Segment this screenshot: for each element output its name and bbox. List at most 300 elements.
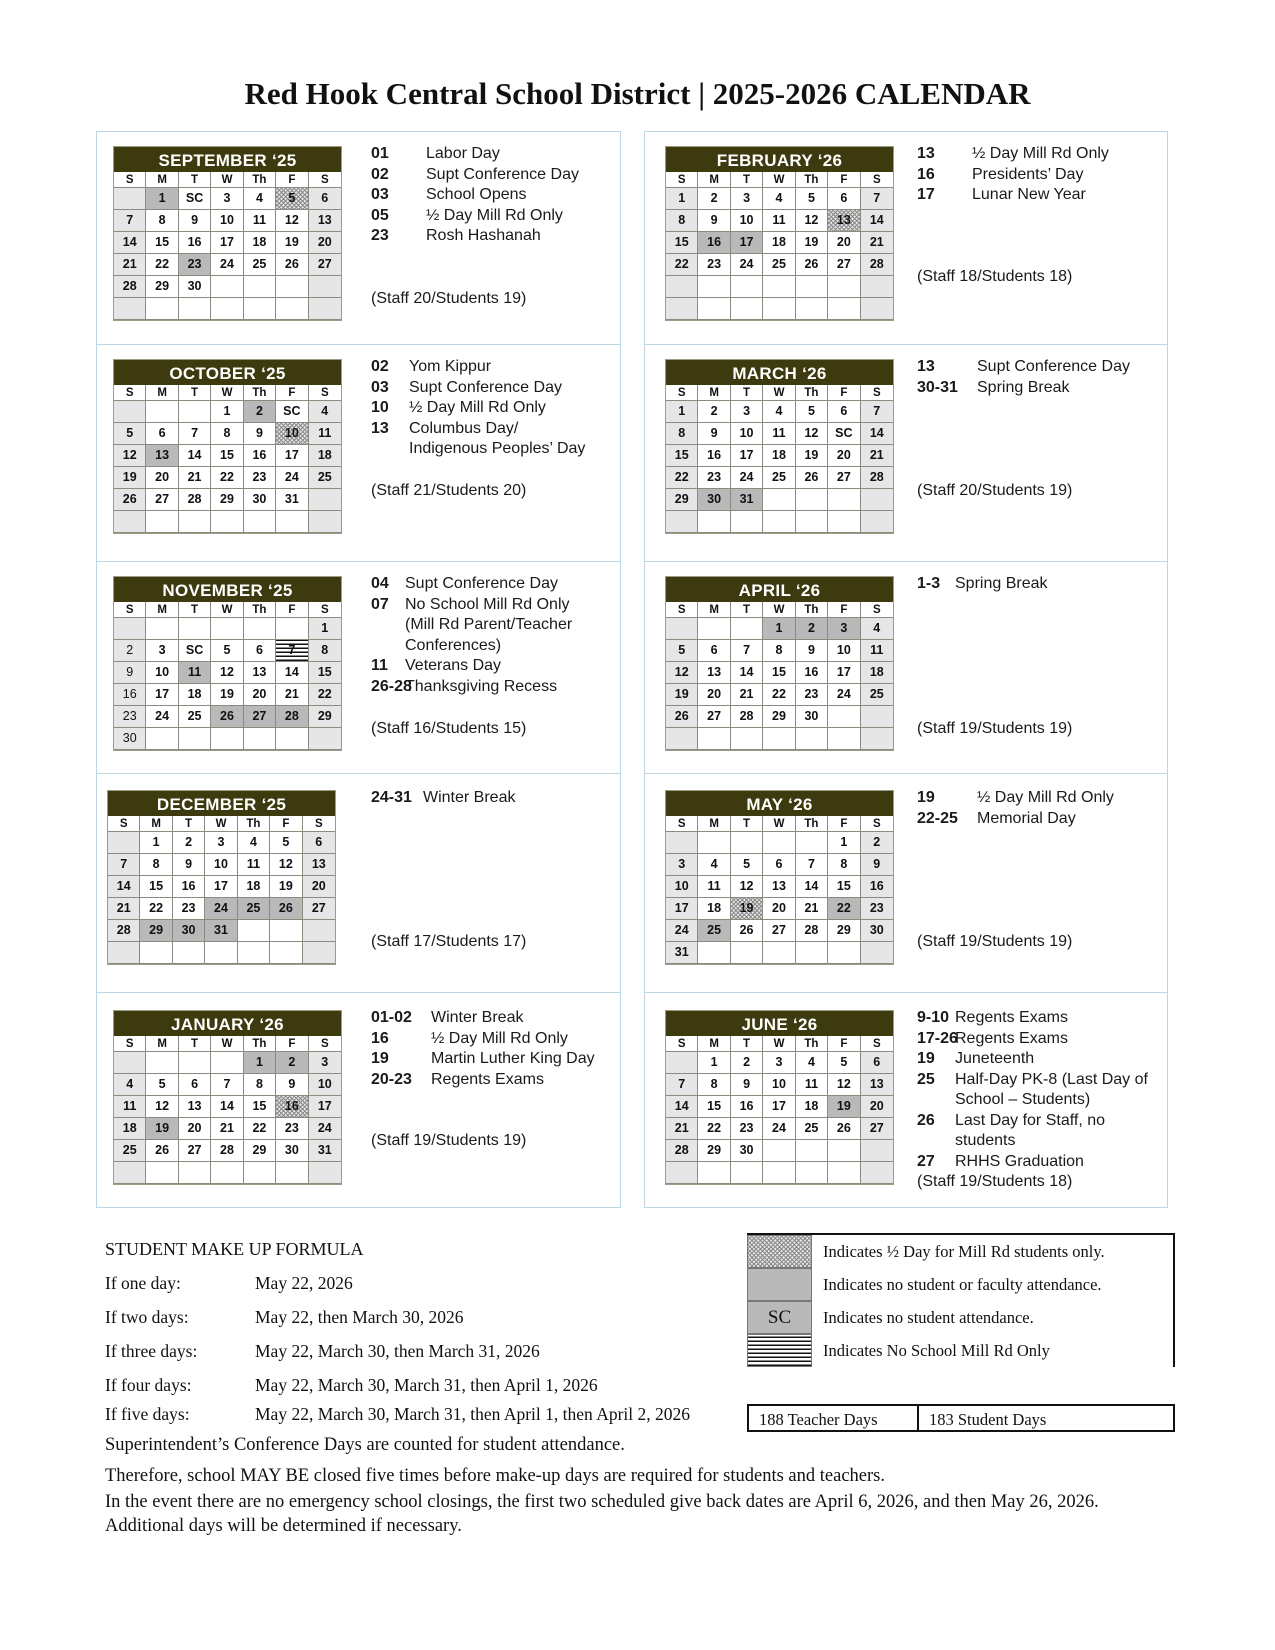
day-cell: 15 <box>828 876 860 898</box>
day-cell: 5 <box>270 832 302 854</box>
day-cell: 27 <box>179 1140 211 1162</box>
day-cell: 17 <box>309 1096 341 1118</box>
event-date: 16 <box>917 165 935 183</box>
makeup-row <box>105 1307 464 1328</box>
weekday-header: S <box>666 602 698 618</box>
weekday-header: T <box>179 385 211 401</box>
day-cell <box>114 511 146 533</box>
day-cell: 21 <box>179 467 211 489</box>
day-cell <box>731 728 763 750</box>
day-cell: 29 <box>211 489 243 511</box>
event-item <box>371 419 585 440</box>
day-cell: 28 <box>666 1140 698 1162</box>
day-cell <box>796 1162 828 1184</box>
day-cell <box>276 1162 308 1184</box>
weekday-header: S <box>309 385 341 401</box>
day-cell <box>698 1162 730 1184</box>
weekday-header: M <box>146 602 178 618</box>
event-item <box>371 144 579 165</box>
day-cell: 18 <box>244 232 276 254</box>
day-grid <box>114 1036 341 1184</box>
day-cell: 25 <box>861 684 893 706</box>
weekday-header: T <box>173 816 205 832</box>
divider <box>644 773 1168 774</box>
day-cell <box>179 298 211 320</box>
weekday-header: S <box>114 1036 146 1052</box>
day-cell: 9 <box>861 854 893 876</box>
day-cell: 1 <box>146 188 178 210</box>
makeup-heading: STUDENT MAKE UP FORMULA <box>105 1239 364 1259</box>
day-cell: 31 <box>731 489 763 511</box>
weekday-header: M <box>698 816 730 832</box>
day-cell <box>796 511 828 533</box>
event-label: Rosh Hashanah <box>426 227 541 244</box>
day-cell: 18 <box>861 662 893 684</box>
event-label: RHHS Graduation <box>955 1152 1084 1170</box>
day-cell: 6 <box>309 188 341 210</box>
day-cell: 26 <box>270 898 302 920</box>
weekday-header: M <box>146 385 178 401</box>
day-cell: 13 <box>861 1074 893 1096</box>
day-cell: 8 <box>666 423 698 445</box>
day-cell: 31 <box>309 1140 341 1162</box>
staff-student-count: (Staff 19/Students 19) <box>917 720 1073 737</box>
event-item <box>917 1152 1148 1173</box>
day-cell <box>303 942 335 964</box>
event-label: Yom Kippur <box>409 358 492 375</box>
event-date: 07 <box>371 595 389 613</box>
day-cell: 17 <box>731 445 763 467</box>
event-label: Supt Conference Day <box>977 358 1130 375</box>
month-name: APRIL ‘26 <box>666 577 893 602</box>
day-cell: 24 <box>828 684 860 706</box>
weekday-header: S <box>861 385 893 401</box>
day-cell: 5 <box>146 1074 178 1096</box>
day-cell: 26 <box>666 706 698 728</box>
month-name: MAY ‘26 <box>666 791 893 816</box>
divider <box>96 131 97 1208</box>
day-cell <box>179 728 211 750</box>
day-cell: 29 <box>763 706 795 728</box>
day-cell: 20 <box>763 898 795 920</box>
weekday-header: S <box>861 1036 893 1052</box>
event-list <box>917 357 1130 398</box>
day-cell <box>211 618 243 640</box>
makeup-label: If four days: <box>105 1375 192 1395</box>
event-list <box>371 144 579 247</box>
weekday-header: Th <box>244 1036 276 1052</box>
divider <box>644 131 1168 132</box>
day-cell <box>211 1162 243 1184</box>
day-cell: 26 <box>731 920 763 942</box>
event-label: No School Mill Rd Only <box>405 595 570 613</box>
makeup-dates: May 22, March 30, then March 31, 2026 <box>255 1341 540 1361</box>
event-label: Martin Luther King Day <box>431 1050 595 1067</box>
month-name: FEBRUARY ‘26 <box>666 147 893 172</box>
day-cell <box>108 832 140 854</box>
day-cell: 27 <box>828 254 860 276</box>
event-list <box>371 788 515 809</box>
weekday-header: M <box>146 172 178 188</box>
day-cell: 20 <box>146 467 178 489</box>
event-date: 02 <box>371 165 389 183</box>
day-cell: 8 <box>698 1074 730 1096</box>
event-label: Spring Break <box>977 378 1070 396</box>
day-cell <box>179 511 211 533</box>
event-date: 24-31 <box>371 789 412 806</box>
staff-student-count: (Staff 17/Students 17) <box>371 933 527 950</box>
day-cell: 25 <box>114 1140 146 1162</box>
note-line: In the event there are no emergency school closings, the first two scheduled give back dates are April 6, 2026, and then May 26, 2026. Additional days will be determined if necessary. <box>105 1492 1099 1536</box>
event-label: students <box>955 1132 1016 1149</box>
staff-student-count: (Staff 21/Students 20) <box>371 482 527 499</box>
day-cell: 14 <box>211 1096 243 1118</box>
day-cell: 14 <box>108 876 140 898</box>
day-cell <box>146 728 178 750</box>
day-cell <box>828 1162 860 1184</box>
day-cell: 4 <box>698 854 730 876</box>
day-cell: 8 <box>140 854 172 876</box>
day-cell <box>731 942 763 964</box>
day-cell: 21 <box>666 1118 698 1140</box>
day-cell <box>796 942 828 964</box>
month-name: OCTOBER ‘25 <box>114 360 341 385</box>
event-date <box>371 636 405 657</box>
staff-student-count: (Staff 20/Students 19) <box>371 290 527 307</box>
day-cell: 13 <box>303 854 335 876</box>
day-cell: 22 <box>666 254 698 276</box>
day-cell: 18 <box>179 684 211 706</box>
day-cell: 24 <box>309 1118 341 1140</box>
day-cell <box>238 942 270 964</box>
day-cell: 8 <box>244 1074 276 1096</box>
day-grid <box>114 602 341 750</box>
weekday-header: F <box>276 1036 308 1052</box>
day-cell: 15 <box>309 662 341 684</box>
day-cell: 18 <box>698 898 730 920</box>
day-cell: 28 <box>731 706 763 728</box>
day-cell: 9 <box>173 854 205 876</box>
weekday-header: F <box>270 816 302 832</box>
day-cell: 9 <box>114 662 146 684</box>
day-cell <box>276 728 308 750</box>
staff-student-count: (Staff 19/Students 19) <box>371 1132 527 1149</box>
day-cell: 11 <box>309 423 341 445</box>
day-cell <box>140 942 172 964</box>
weekday-header: S <box>108 816 140 832</box>
event-date: 17 <box>917 186 935 203</box>
legend-text: Indicates ½ Day for Mill Rd students only. <box>823 1242 1105 1261</box>
day-cell <box>276 276 308 298</box>
event-label: Supt Conference Day <box>426 165 579 183</box>
day-cell: 6 <box>244 640 276 662</box>
day-cell: 8 <box>828 854 860 876</box>
day-cell: 10 <box>731 210 763 232</box>
makeup-label: If two days: <box>105 1307 189 1327</box>
day-cell: 2 <box>698 188 730 210</box>
day-cell: 6 <box>861 1052 893 1074</box>
weekday-header: Th <box>796 602 828 618</box>
day-cell: 11 <box>698 876 730 898</box>
day-cell: 13 <box>763 876 795 898</box>
weekday-header: F <box>276 385 308 401</box>
day-cell: 15 <box>244 1096 276 1118</box>
day-cell: 23 <box>698 467 730 489</box>
staff-student-count: (Staff 18/Students 18) <box>917 268 1073 285</box>
event-label: ½ Day Mill Rd Only <box>409 399 546 416</box>
day-cell <box>828 276 860 298</box>
day-cell: 16 <box>244 445 276 467</box>
event-label: Lunar New Year <box>972 186 1086 203</box>
day-cell: 14 <box>666 1096 698 1118</box>
month-name: SEPTEMBER ‘25 <box>114 147 341 172</box>
day-cell: 21 <box>796 898 828 920</box>
day-cell <box>731 276 763 298</box>
day-cell: 15 <box>140 876 172 898</box>
day-cell <box>666 298 698 320</box>
day-cell: 27 <box>861 1118 893 1140</box>
event-date: 19 <box>371 1050 389 1067</box>
day-cell: 23 <box>114 706 146 728</box>
weekday-header: W <box>763 1036 795 1052</box>
day-cell: 26 <box>828 1118 860 1140</box>
event-date: 19 <box>917 789 935 806</box>
staff-student-count: (Staff 20/Students 19) <box>917 482 1073 499</box>
day-cell: 26 <box>796 254 828 276</box>
day-cell: 11 <box>763 423 795 445</box>
day-grid <box>666 172 893 320</box>
divider <box>644 131 645 1208</box>
day-cell: 9 <box>276 1074 308 1096</box>
weekday-header: W <box>211 602 243 618</box>
event-item <box>371 378 585 399</box>
day-cell <box>828 1140 860 1162</box>
day-cell <box>763 511 795 533</box>
day-cell <box>309 298 341 320</box>
event-list <box>917 574 1048 595</box>
weekday-header: F <box>276 172 308 188</box>
weekday-header: T <box>731 172 763 188</box>
day-cell <box>146 1162 178 1184</box>
day-cell: 3 <box>205 832 237 854</box>
event-date: 23 <box>371 227 389 244</box>
weekday-header: S <box>303 816 335 832</box>
day-cell: 20 <box>828 445 860 467</box>
day-cell <box>211 298 243 320</box>
day-cell: 19 <box>796 445 828 467</box>
day-cell: 30 <box>698 489 730 511</box>
day-grid <box>666 602 893 750</box>
event-list <box>371 1008 595 1090</box>
day-cell: 5 <box>731 854 763 876</box>
day-cell: 24 <box>146 706 178 728</box>
day-cell: 5 <box>276 188 308 210</box>
day-cell: 11 <box>244 210 276 232</box>
event-label: Half-Day PK-8 (Last Day of <box>955 1070 1148 1088</box>
day-cell: 30 <box>796 706 828 728</box>
day-cell: 22 <box>146 254 178 276</box>
day-cell: 31 <box>666 942 698 964</box>
day-cell <box>309 1162 341 1184</box>
day-cell: 30 <box>244 489 276 511</box>
event-label: Regents Exams <box>955 1029 1068 1047</box>
weekday-header: M <box>698 1036 730 1052</box>
day-cell <box>114 1052 146 1074</box>
day-cell <box>309 728 341 750</box>
event-item <box>917 1008 1148 1029</box>
day-cell: 26 <box>276 254 308 276</box>
day-cell: 6 <box>828 401 860 423</box>
day-cell <box>244 276 276 298</box>
day-cell: 12 <box>276 210 308 232</box>
day-cell: 29 <box>698 1140 730 1162</box>
month-calendar <box>113 146 342 321</box>
month-calendar <box>665 1010 894 1185</box>
month-name: DECEMBER ‘25 <box>108 791 335 816</box>
weekday-header: Th <box>244 385 276 401</box>
event-item <box>371 1049 595 1070</box>
weekday-header: T <box>179 1036 211 1052</box>
day-cell: 16 <box>731 1096 763 1118</box>
weekday-header: M <box>140 816 172 832</box>
weekday-header: T <box>179 602 211 618</box>
event-item <box>917 574 1048 595</box>
day-cell: 1 <box>698 1052 730 1074</box>
makeup-row <box>105 1273 353 1294</box>
day-grid <box>114 385 341 533</box>
event-item <box>917 1029 1148 1050</box>
day-cell: 16 <box>861 876 893 898</box>
day-cell: 20 <box>303 876 335 898</box>
day-cell: 21 <box>211 1118 243 1140</box>
day-cell: 6 <box>146 423 178 445</box>
day-cell: 9 <box>796 640 828 662</box>
day-cell: 7 <box>861 188 893 210</box>
day-cell: 15 <box>763 662 795 684</box>
day-cell: 13 <box>146 445 178 467</box>
day-cell: 5 <box>796 401 828 423</box>
day-cell: 23 <box>173 898 205 920</box>
event-date <box>917 1090 955 1111</box>
day-cell: 25 <box>244 254 276 276</box>
event-date: 27 <box>917 1152 935 1170</box>
weekday-header: F <box>276 602 308 618</box>
staff-student-count: (Staff 16/Students 15) <box>371 720 527 737</box>
month-name: NOVEMBER ‘25 <box>114 577 341 602</box>
page-title: Red Hook Central School District | 2025-2026 CALENDAR <box>244 76 1031 111</box>
event-label: Indigenous Peoples’ Day <box>409 440 586 457</box>
event-list <box>917 1008 1148 1172</box>
day-cell <box>828 706 860 728</box>
day-cell: 17 <box>146 684 178 706</box>
day-cell: 30 <box>276 1140 308 1162</box>
day-cell: 29 <box>309 706 341 728</box>
day-cell: 2 <box>731 1052 763 1074</box>
day-cell: 28 <box>861 467 893 489</box>
weekday-header: S <box>861 816 893 832</box>
event-label: Supt Conference Day <box>405 575 558 592</box>
day-cell <box>796 832 828 854</box>
day-cell: 1 <box>666 188 698 210</box>
day-cell: 20 <box>861 1096 893 1118</box>
day-cell: 4 <box>309 401 341 423</box>
day-cell: 12 <box>796 210 828 232</box>
day-cell: 13 <box>244 662 276 684</box>
day-cell: 27 <box>303 898 335 920</box>
event-date: 25 <box>917 1070 935 1088</box>
day-cell <box>698 942 730 964</box>
day-cell <box>666 728 698 750</box>
day-cell <box>861 511 893 533</box>
event-item <box>371 656 572 677</box>
day-cell: 19 <box>270 876 302 898</box>
day-cell: 17 <box>211 232 243 254</box>
event-date: 01 <box>371 145 389 162</box>
weekday-header: W <box>211 385 243 401</box>
day-cell <box>763 489 795 511</box>
day-cell: 31 <box>205 920 237 942</box>
weekday-header: W <box>205 816 237 832</box>
day-cell <box>244 618 276 640</box>
event-item <box>371 595 572 616</box>
weekday-header: S <box>861 602 893 618</box>
day-cell: 3 <box>146 640 178 662</box>
day-cell: 22 <box>666 467 698 489</box>
note-line: Superintendent’s Conference Days are counted for student attendance. <box>105 1435 625 1455</box>
day-cell: 21 <box>108 898 140 920</box>
divider <box>96 1207 621 1208</box>
day-cell <box>731 832 763 854</box>
makeup-label: If three days: <box>105 1341 198 1361</box>
legend-text: Indicates No School Mill Rd Only <box>823 1341 1050 1360</box>
day-cell <box>244 511 276 533</box>
day-cell: 17 <box>828 662 860 684</box>
day-cell: 3 <box>211 188 243 210</box>
sc-swatch: SC <box>747 1301 812 1334</box>
day-cell: 7 <box>861 401 893 423</box>
event-label: Supt Conference Day <box>409 378 562 396</box>
day-cell <box>666 511 698 533</box>
day-cell: 25 <box>179 706 211 728</box>
day-cell: 3 <box>828 618 860 640</box>
day-cell: 5 <box>796 188 828 210</box>
day-cell <box>828 489 860 511</box>
day-cell: 22 <box>211 467 243 489</box>
day-cell: 20 <box>309 232 341 254</box>
makeup-dates: May 22, March 30, March 31, then April 1, then April 2, 2026 <box>255 1404 691 1424</box>
day-cell: 4 <box>244 188 276 210</box>
day-cell: 9 <box>698 423 730 445</box>
day-cell <box>861 942 893 964</box>
weekday-header: T <box>731 385 763 401</box>
event-item <box>917 378 1130 399</box>
month-calendar <box>107 790 336 965</box>
day-cell <box>146 618 178 640</box>
event-date: 26-28 <box>371 677 412 695</box>
makeup-row <box>105 1341 540 1362</box>
event-date: 02 <box>371 358 389 375</box>
day-cell: 15 <box>211 445 243 467</box>
day-cell: 24 <box>205 898 237 920</box>
event-label: Memorial Day <box>977 809 1076 827</box>
event-label: Regents Exams <box>955 1009 1068 1026</box>
day-cell <box>276 618 308 640</box>
weekday-header: F <box>828 172 860 188</box>
day-cell: 26 <box>114 489 146 511</box>
day-cell: 6 <box>698 640 730 662</box>
day-cell: 8 <box>666 210 698 232</box>
day-cell: 12 <box>731 876 763 898</box>
